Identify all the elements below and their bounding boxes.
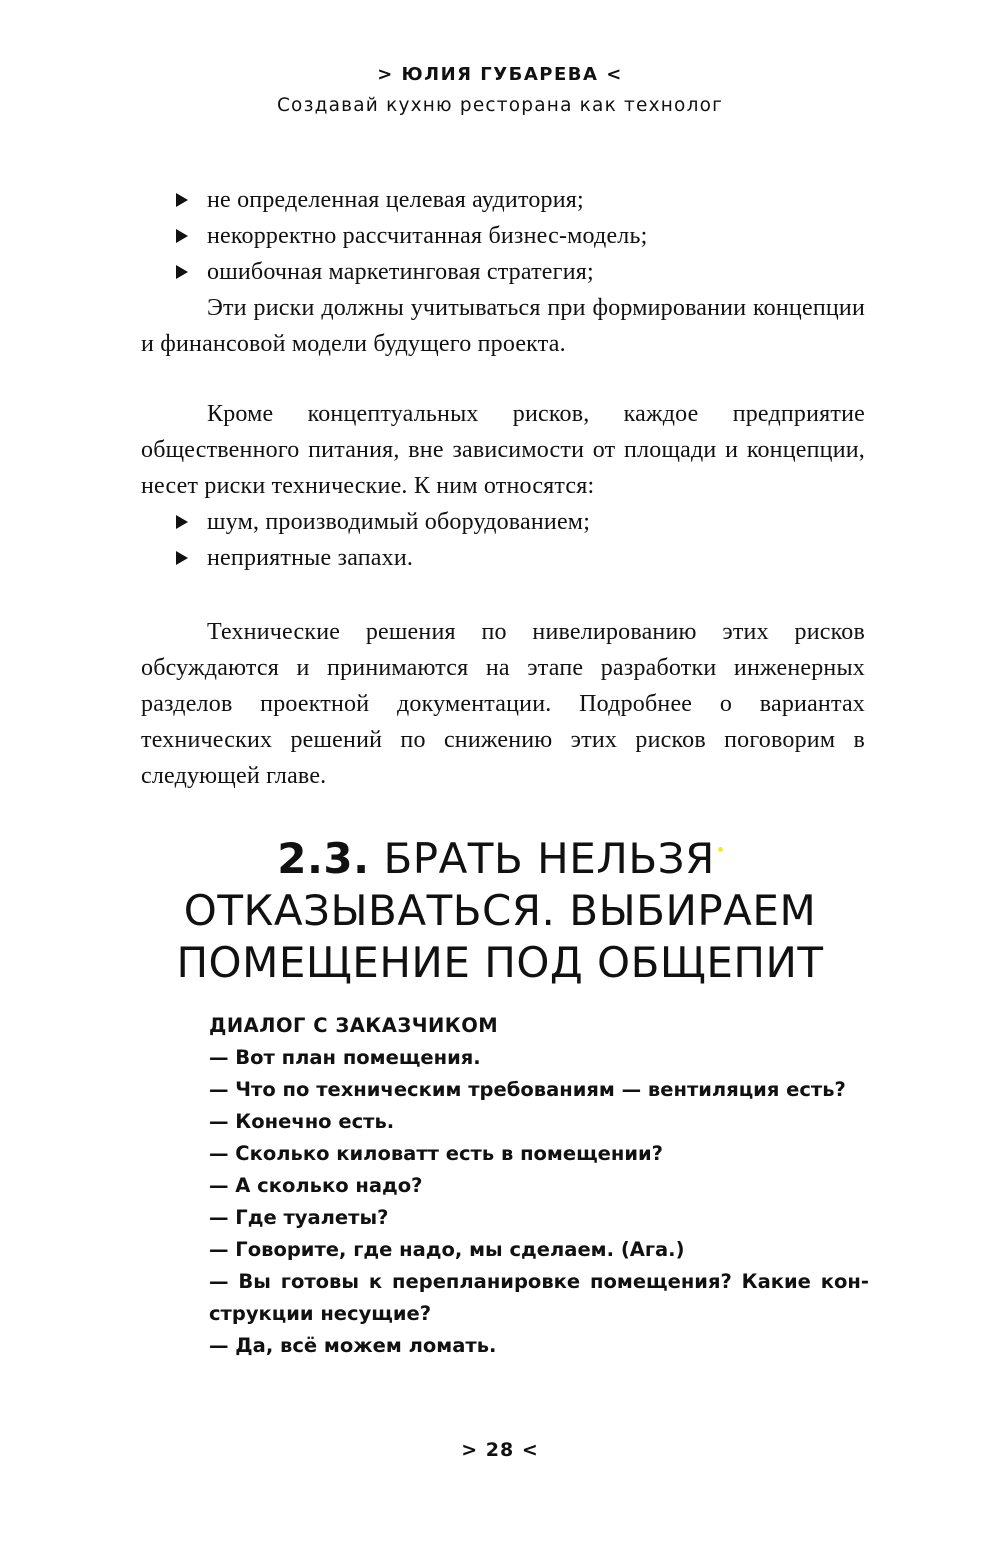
list-item bbox=[141, 218, 865, 254]
heading-line-3: ПОМЕЩЕНИЕ ПОД ОБЩЕПИТ bbox=[176, 938, 824, 987]
text-block-risks bbox=[141, 182, 865, 362]
triangle-bullet-icon bbox=[176, 515, 188, 529]
bullet-list-technical-risks bbox=[141, 504, 865, 576]
list-item bbox=[141, 254, 865, 290]
dialog-line: — Говорите, где надо, мы сделаем. (Ага.) bbox=[209, 1238, 685, 1261]
heading-text: БРАТЬ НЕЛЬЗЯ bbox=[383, 834, 715, 883]
dialog-line: — Что по техническим требованиям — вентиляция есть? bbox=[209, 1078, 846, 1101]
paragraph: Технические решения по нивелированию этих рисков обсуждаются и принимаются на этапе разработки инженерных разделов проектной документации. Подробнее о вариантах технических решений по снижению этих рисков поговорим в следующей главе. bbox=[141, 619, 865, 789]
triangle-bullet-icon bbox=[176, 551, 188, 565]
list-item-text: некорректно рассчитанная бизнес-модель; bbox=[207, 223, 648, 249]
header-author: > ЮЛИЯ ГУБАРЕВА < bbox=[377, 64, 623, 85]
list-item bbox=[141, 504, 865, 540]
bullet-list-concept-risks bbox=[141, 182, 865, 290]
list-item-text: неприятные запахи. bbox=[207, 545, 414, 571]
header-subtitle: Создавай кухню ресторана как технолог bbox=[276, 95, 724, 116]
heading-line-2: ОТКАЗЫВАТЬСЯ. ВЫБИРАЕМ bbox=[183, 886, 817, 935]
highlight-dot-icon bbox=[718, 847, 723, 852]
list-item bbox=[141, 182, 865, 218]
section-number: 2.3. bbox=[277, 834, 370, 883]
dialog-line: — Вот план помещения. bbox=[209, 1046, 481, 1069]
list-item-text: шум, производимый оборудованием; bbox=[207, 509, 591, 535]
list-item-text: ошибочная маркетинговая стратегия; bbox=[207, 259, 594, 285]
paragraph: Эти риски должны учитываться при формировании концепции и финансовой модели будущего проекта. bbox=[141, 295, 865, 357]
running-header bbox=[0, 62, 1000, 119]
triangle-bullet-icon bbox=[176, 265, 188, 279]
list-item bbox=[141, 540, 865, 576]
dialog-line: — Конечно есть. bbox=[209, 1110, 395, 1133]
text-block-technical-risks bbox=[141, 396, 865, 576]
dialog-line: — Сколько киловатт есть в помещении? bbox=[209, 1142, 663, 1165]
heading-line-1 bbox=[0, 833, 1000, 885]
dialog-line: — А сколько надо? bbox=[209, 1174, 423, 1197]
dialog-title: ДИАЛОГ С ЗАКАЗЧИКОМ bbox=[209, 1014, 499, 1037]
list-item-text: не определенная целевая аудитория; bbox=[207, 187, 584, 213]
page-number: > 28 < bbox=[461, 1439, 539, 1461]
triangle-bullet-icon bbox=[176, 193, 188, 207]
paragraph: Кроме концептуальных рисков, каждое предприятие общественного питания, вне зависимости от площади и концепции, несет риски технические. К ним относятся: bbox=[141, 401, 865, 499]
text-block-solutions bbox=[141, 614, 865, 794]
dialog-line: — Да, всё можем ломать. bbox=[209, 1334, 497, 1357]
dialog-block bbox=[209, 1010, 869, 1362]
triangle-bullet-icon bbox=[176, 229, 188, 243]
section-heading bbox=[0, 833, 1000, 989]
dialog-line: — Вы готовы к перепланировке помещения? Какие конструкции несущие? bbox=[209, 1270, 869, 1325]
dialog-line: — Где туалеты? bbox=[209, 1206, 389, 1229]
